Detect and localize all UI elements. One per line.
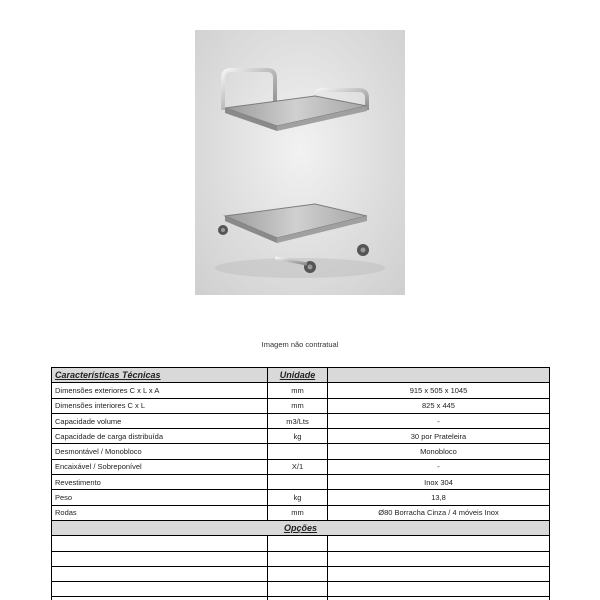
options-header-row [52,520,550,535]
spec-unit: kg [268,490,328,505]
spec-value: 13,8 [328,490,550,505]
spec-label: Peso [52,490,268,505]
table-row [52,490,550,505]
spec-label: Capacidade de carga distribuída [52,429,268,444]
spec-label: Revestimento [52,475,268,490]
table-row [52,413,550,428]
header-feature: Características Técnicas [52,368,268,383]
options-cell [52,582,268,597]
table-row [52,429,550,444]
header-unit: Unidade [268,368,328,383]
header-value [328,368,550,383]
spec-unit [268,444,328,459]
spec-label: Capacidade volume [52,413,268,428]
table-row [52,475,550,490]
spec-label: Dimensões exteriores C x L x A [52,383,268,398]
spec-label: Dimensões interiores C x L [52,398,268,413]
options-row [52,582,550,597]
specs-table [51,367,550,600]
options-cell [268,551,328,566]
options-row [52,536,550,551]
options-cell [52,551,268,566]
options-cell [328,536,550,551]
spec-label: Encaixável / Sobreponível [52,459,268,474]
options-cell [268,582,328,597]
spec-value: Ø80 Borracha Cinza / 4 móveis Inox [328,505,550,520]
product-image [195,30,405,295]
options-row [52,551,550,566]
options-title: Opções [52,520,550,535]
options-cell [268,536,328,551]
spec-unit: kg [268,429,328,444]
spec-label: Desmontável / Monobloco [52,444,268,459]
options-cell [268,566,328,581]
options-cell [52,566,268,581]
trolley-illustration [195,30,405,295]
spec-label: Rodas [52,505,268,520]
table-row [52,383,550,398]
spec-value: 30 por Prateleira [328,429,550,444]
spec-value: - [328,413,550,428]
options-cell [328,582,550,597]
table-row [52,444,550,459]
options-cell [328,551,550,566]
table-row [52,459,550,474]
options-row [52,566,550,581]
spec-value: Monobloco [328,444,550,459]
spec-unit: m3/Lts [268,413,328,428]
table-row [52,398,550,413]
spec-unit: mm [268,383,328,398]
spec-value: - [328,459,550,474]
image-caption: Imagem não contratual [261,340,339,349]
options-cell [328,566,550,581]
spec-value: 915 x 505 x 1045 [328,383,550,398]
spec-value: 825 x 445 [328,398,550,413]
spec-unit: mm [268,398,328,413]
spec-value: Inox 304 [328,475,550,490]
spec-unit: X/1 [268,459,328,474]
spec-unit: mm [268,505,328,520]
table-row [52,505,550,520]
options-cell [52,536,268,551]
table-header-row [52,368,550,383]
spec-unit [268,475,328,490]
